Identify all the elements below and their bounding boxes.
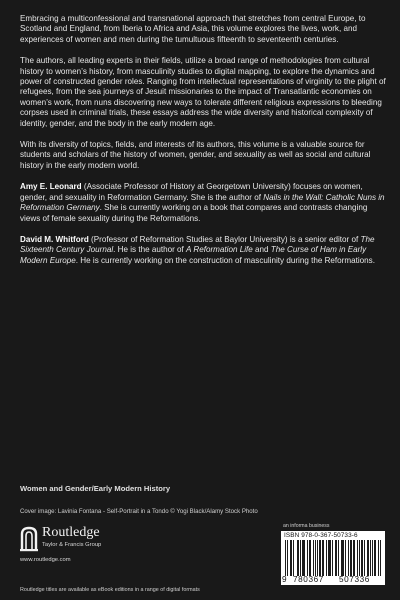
barcode-digits: [281, 575, 385, 585]
blurb: [20, 14, 388, 277]
journal-title: The Sixteenth Century Journal: [20, 234, 375, 255]
barcode-digits-right: 507336: [339, 575, 370, 584]
editor-affiliation: (Professor of Reformation Studies at Baylor University) is a senior editor of: [88, 234, 361, 244]
barcode-bar: [329, 540, 330, 576]
barcode-bar: [300, 540, 301, 576]
blurb-paragraph-3: With its diversity of topics, fields, and interests of its authors, this volume is a valuable source for students and scholars of the history of women, gender, and sexuality as well as social and cultural history in the early modern world.: [20, 140, 371, 170]
barcode-bar: [380, 540, 381, 576]
barcode-bar: [302, 540, 303, 576]
barcode-bar: [372, 540, 373, 576]
barcode-bar: [304, 540, 305, 576]
editor-bio-rest: . He is currently working on the construction of masculinity during the Reformations.: [75, 255, 375, 265]
barcode-bar: [315, 540, 316, 576]
barcode-bar: [361, 540, 362, 576]
barcode-bar: [359, 540, 360, 576]
barcode-digit-first: 9: [282, 575, 287, 584]
barcode-bar: [310, 540, 311, 576]
publisher-logo: [20, 524, 180, 564]
informa-tagline: an informa business: [283, 523, 330, 529]
book-title: The Curse of Ham in Early Modern Europe: [20, 245, 367, 265]
editor-name: David M. Whitford: [20, 234, 89, 244]
barcode-bar: [353, 540, 354, 576]
barcode-bar: [328, 540, 329, 576]
barcode-bar: [309, 540, 310, 576]
editor-name: Amy E. Leonard: [20, 182, 82, 192]
barcode-bar: [378, 540, 379, 576]
editor-affiliation: (Associate Professor of History at Georgetown University) focuses on women, gender, and sexuality in Reformation Germany. She is the author of: [20, 182, 363, 202]
barcode-bar: [298, 540, 299, 576]
blurb-paragraph-1: Embracing a multiconfessional and transnational approach that stretches from central Europe, to Scotland and England, from Iberia to Africa and Asia, this volume explores the lives, work, and experiences of women and men during the tumultuous fifteenth to seventeenth centuries.: [20, 14, 366, 44]
editor-bio-whitford: [20, 235, 388, 266]
barcode-bar: [367, 540, 368, 576]
series-name: Women and Gender/Early Modern History: [20, 484, 171, 493]
barcode-bar: [374, 540, 375, 576]
publisher-group: Taylor & Francis Group: [42, 542, 102, 548]
book-title: Nails in the Wall: Catholic Nuns in Reformation Germany: [20, 192, 385, 213]
barcode-bar: [322, 540, 323, 576]
barcode-bar: [338, 540, 339, 576]
barcode-bar: [342, 540, 343, 576]
barcode-bar: [320, 540, 321, 576]
barcode-bar: [332, 540, 333, 576]
barcode-bar: [313, 540, 314, 576]
barcode-bar: [287, 540, 288, 576]
barcode-bar: [285, 540, 286, 576]
editor-bio-middle: . He is the author of: [113, 245, 187, 255]
barcode-bar: [343, 540, 344, 576]
ebook-availability-note: Routledge titles are available as eBook editions in a range of digital formats: [20, 587, 200, 593]
barcode-bar: [348, 540, 349, 576]
barcode-bar: [307, 540, 308, 576]
publisher-name: Routledge: [42, 525, 100, 540]
barcode-bar: [290, 540, 291, 576]
editor-bio-rest: . She is currently working on a book that compares and contrasts changing views of female sexuality during the Reformations.: [20, 203, 368, 223]
barcode-digits-left: 780367: [293, 575, 324, 584]
editor-bio-leonard: [20, 182, 388, 224]
barcode-icon: [285, 540, 381, 576]
barcode-bar: [335, 540, 336, 576]
routledge-logo-icon: [20, 526, 38, 552]
barcode-bar: [293, 540, 294, 576]
barcode-bar: [368, 540, 369, 576]
barcode-bar: [303, 540, 304, 576]
barcode-bar: [375, 540, 376, 576]
barcode-bar: [330, 540, 331, 576]
barcode-bar: [323, 540, 324, 576]
isbn-barcode: [281, 531, 385, 585]
barcode-bar: [336, 540, 337, 576]
barcode-bar: [297, 540, 298, 576]
barcode-bar: [357, 540, 358, 576]
barcode-bar: [351, 540, 352, 576]
blurb-paragraph-2: The authors, all leading experts in their fields, utilize a broad range of methodologies from cultural history to women’s history, from masculinity studies to digital mapping, to explore the dynamics and power of constructed gender roles. Ranging from intellectual representations of virginity to the plight of refugees, from the sea journeys of Jesuit missionaries to the impact of Transatlantic economies on women’s work, from nuns discovering new ways to tolerate different religious expressions to bleeding corpses used in criminal trials, these essays address the wide diversity and historical complexity of identity, gender, and the body in the early modern age.: [20, 56, 386, 128]
barcode-bar: [354, 540, 355, 576]
conjunction: and: [252, 245, 271, 255]
isbn-label: ISBN 978-0-367-50733-6: [284, 532, 358, 539]
publisher-url[interactable]: www.routledge.com: [20, 557, 71, 563]
barcode-bar: [341, 540, 342, 576]
barcode-bar: [370, 540, 371, 576]
barcode-bar: [319, 540, 320, 576]
cover-image-credit: Cover image: Lavinia Fontana - Self-Portrait in a Tondo © Yogi Black/Alamy Stock Photo: [20, 508, 258, 515]
barcode-bar: [364, 540, 365, 576]
barcode-bar: [350, 540, 351, 576]
barcode-bar: [291, 540, 292, 576]
barcode-bar: [317, 540, 318, 576]
barcode-bar: [326, 540, 327, 576]
barcode-bar: [362, 540, 363, 576]
barcode-bar: [345, 540, 346, 576]
book-title: A Reformation Life: [186, 245, 253, 255]
